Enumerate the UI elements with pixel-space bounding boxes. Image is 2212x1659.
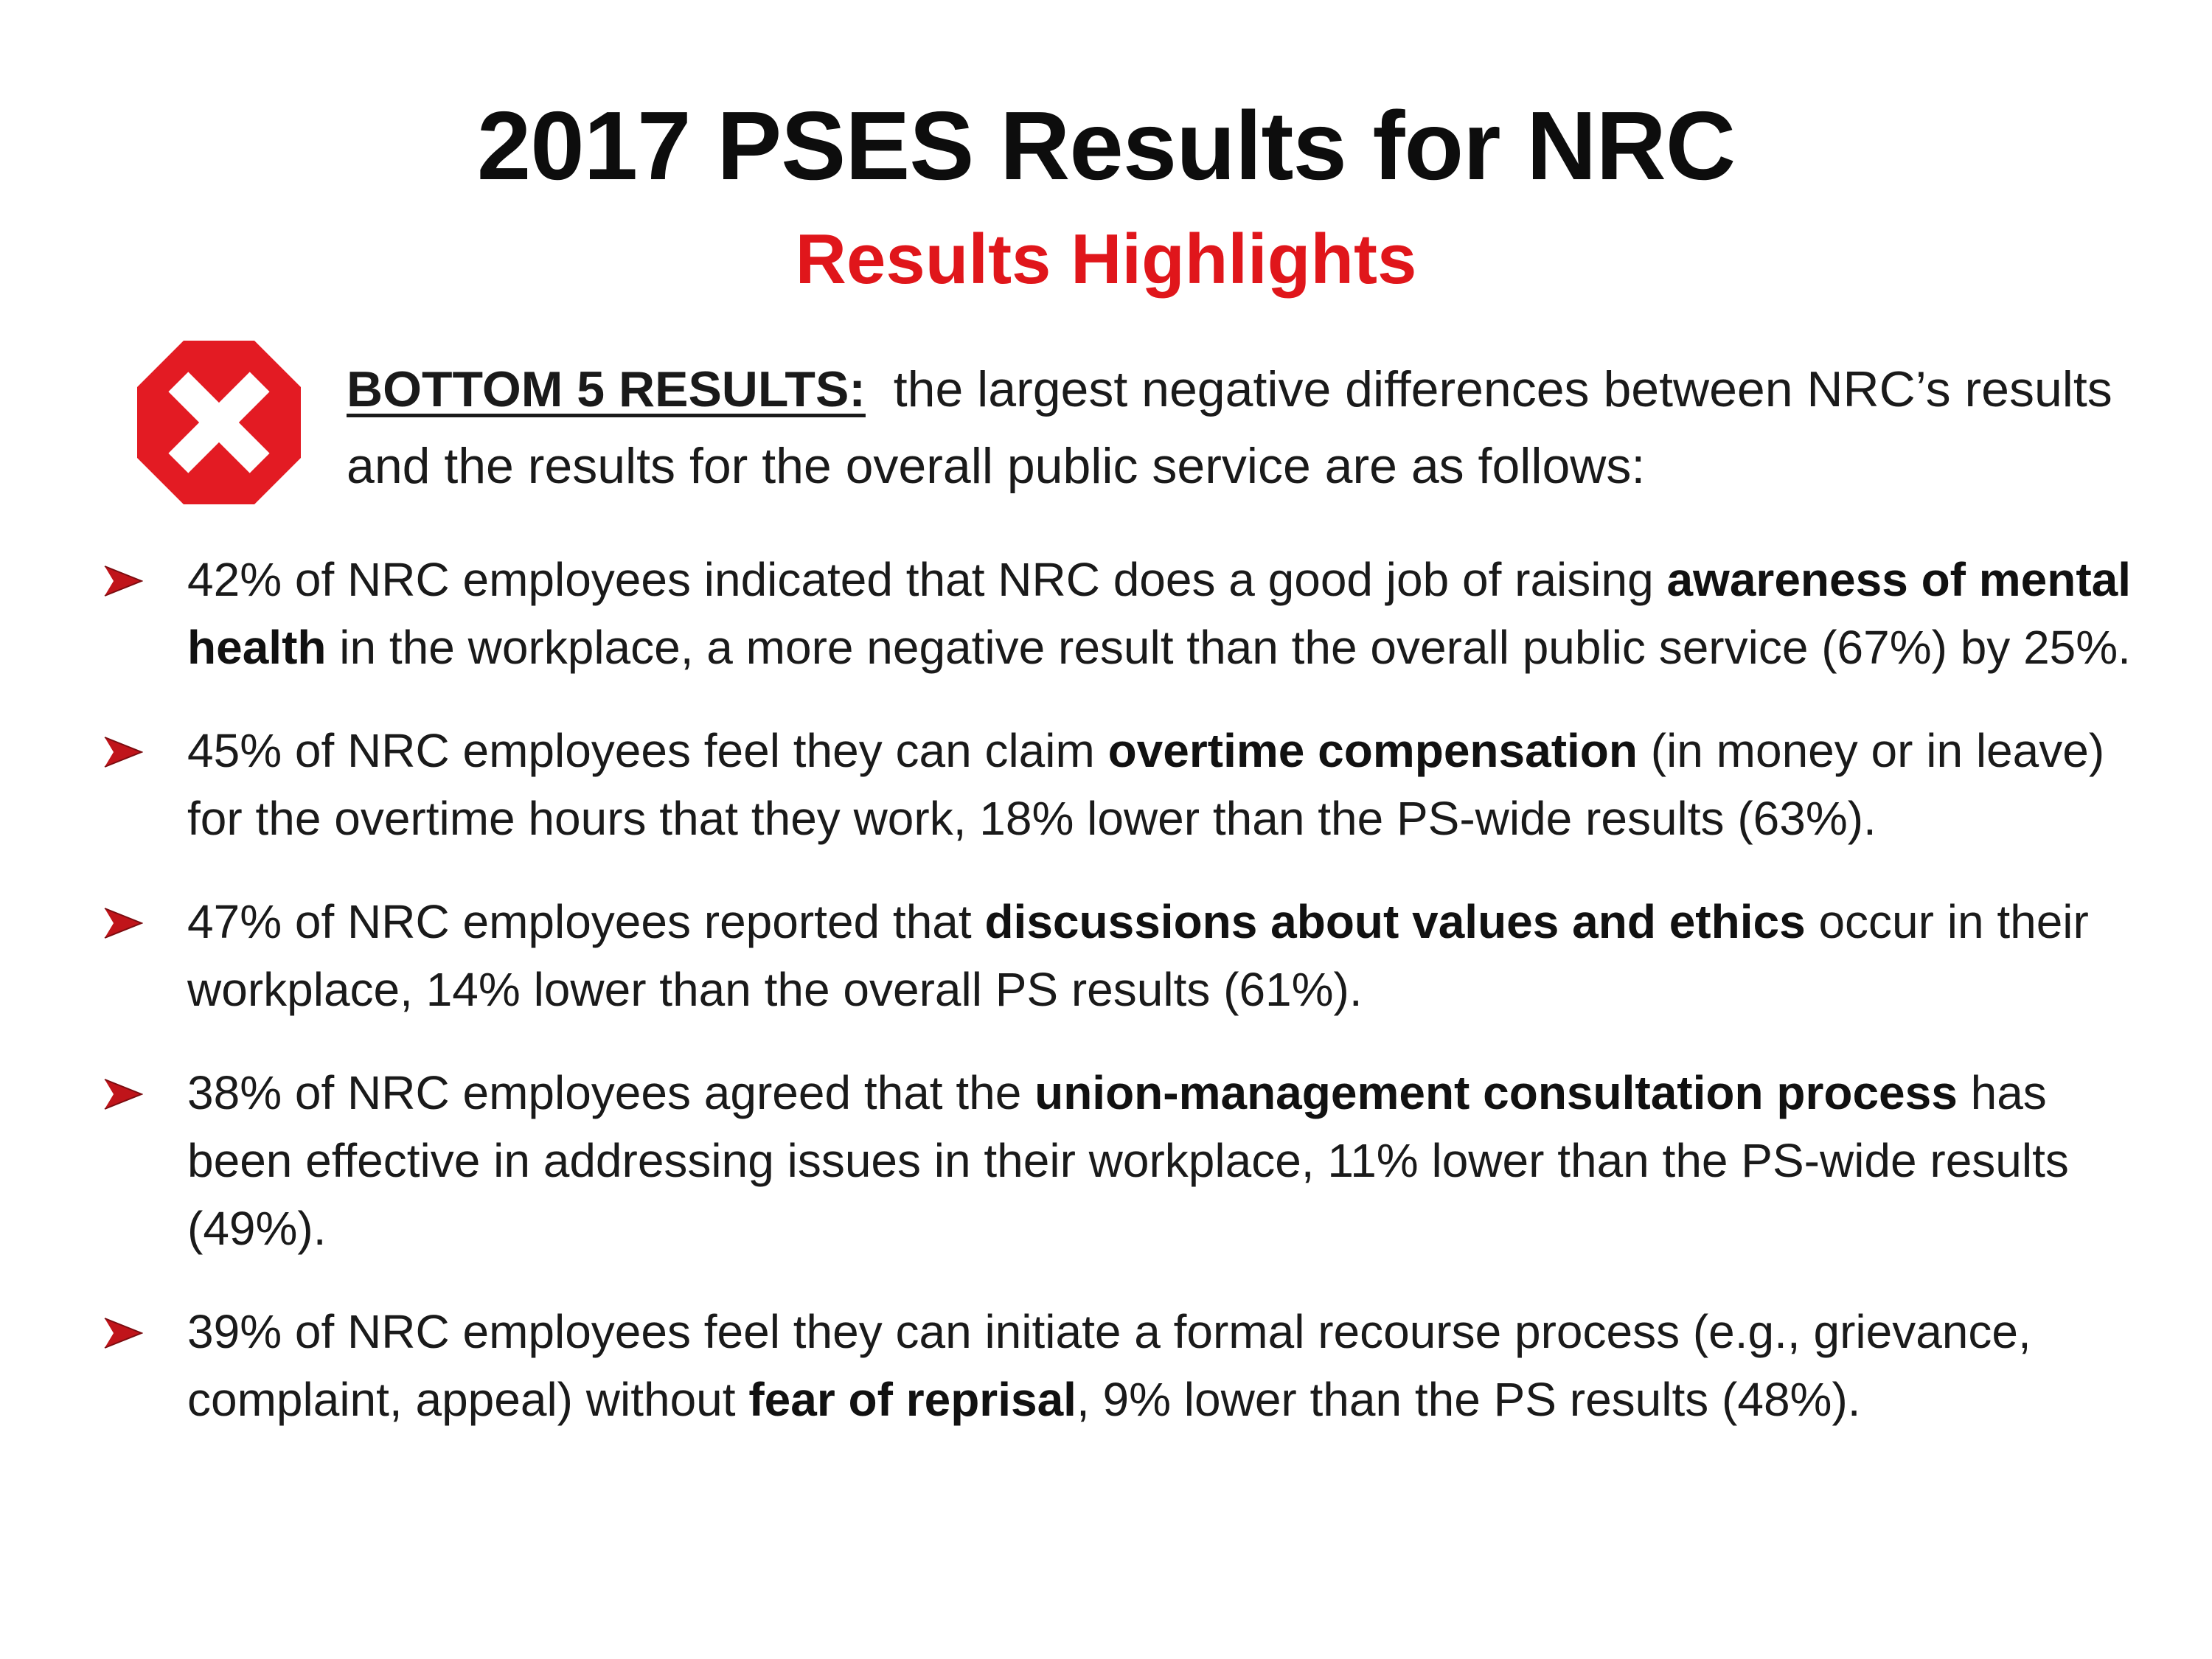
page-title: 2017 PSES Results for NRC — [476, 91, 1736, 200]
arrow-bullet-icon — [102, 1078, 143, 1110]
results-list — [0, 546, 2212, 1469]
arrow-bullet-icon — [102, 907, 143, 939]
list-item: 45% of NRC employees feel they can claim overtime compensation (in money or in leave) for the overtime hours that they work, 18% lower than the PS-wide results (63%). — [0, 717, 2212, 852]
list-item: 42% of NRC employees indicated that NRC does a good job of raising awareness of mental health in the workplace, a more negative result than the overall public service (67%) by 25%. — [0, 546, 2212, 681]
arrow-bullet-icon — [102, 1317, 143, 1349]
list-item: 47% of NRC employees reported that discussions about values and ethics occur in their workplace, 14% lower than the overall PS results (61%). — [0, 888, 2212, 1023]
list-item: 38% of NRC employees agreed that the union-management consultation process has been effective in addressing issues in their workplace, 11% lower than the PS-wide results (49%). — [0, 1059, 2212, 1262]
bullet-highlight: fear of reprisal — [748, 1373, 1077, 1426]
arrow-bullet-icon — [102, 736, 143, 768]
bullet-highlight: awareness of mental health — [187, 553, 2132, 674]
list-item: 39% of NRC employees feel they can initiate a formal recourse process (e.g., grievance, complaint, appeal) without fear of reprisal, 9% lower than the PS results (48%). — [0, 1298, 2212, 1433]
intro-lead: BOTTOM 5 RESULTS: — [347, 361, 866, 417]
bullet-highlight: union-management consultation process — [1034, 1066, 1958, 1119]
intro-body: the largest negative differences between NRC’s results and the results for the overall public service are as follows: — [347, 361, 2112, 494]
arrow-bullet-icon — [102, 565, 143, 597]
bullet-highlight: overtime compensation — [1107, 724, 1638, 777]
intro-text — [347, 351, 2131, 504]
bullet-highlight: discussions about values and ethics — [984, 895, 1806, 948]
page-subtitle: Results Highlights — [795, 220, 1417, 299]
stop-x-icon — [134, 338, 304, 507]
